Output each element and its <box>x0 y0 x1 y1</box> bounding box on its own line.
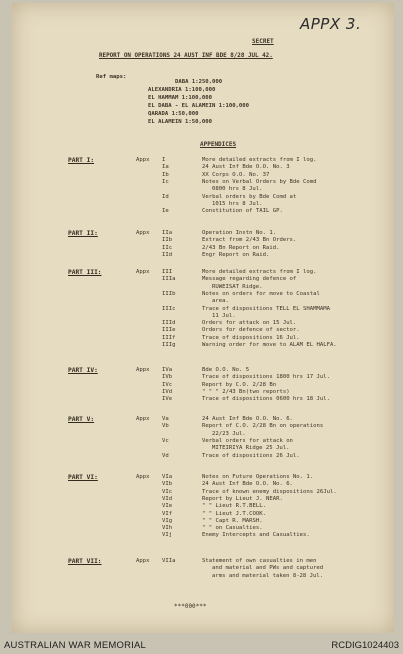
archive-footer <box>0 636 403 654</box>
appendix-description: Verbal orders for attack on <box>202 437 293 444</box>
appx-prefix: Appx <box>136 558 150 564</box>
appendices-heading: APPENDICES <box>200 141 237 148</box>
ref-map-item: QARADA 1:50,000 <box>148 111 199 117</box>
part-label: PART V: <box>68 416 95 423</box>
appendix-number: VIe <box>162 503 173 510</box>
appendix-number: VIg <box>162 517 173 524</box>
appendix-number: Vd <box>162 452 169 459</box>
document-title: REPORT ON OPERATIONS 24 AUST INF BDE 8/28 JUL 42. <box>99 53 273 59</box>
appendix-description: Notes on Future Operations No. 1. <box>202 474 314 480</box>
appendix-description: Report by C.O. 2/28 Bn <box>202 381 277 388</box>
appendix-description: " " Lieut R.T.BELL. <box>202 503 266 510</box>
appendix-description: XX Corps O.O. No. 37 <box>202 171 270 178</box>
appendix-number: Ib <box>162 171 169 178</box>
part-label: PART III: <box>68 269 102 276</box>
part-label: PART IV: <box>68 367 98 374</box>
appx-prefix: Appx <box>136 474 150 480</box>
appendix-description: 24 Aust Inf Bde O.O. No. 6. <box>202 416 293 422</box>
appendix-number: Ia <box>162 164 169 171</box>
appendix-number: III <box>162 269 173 275</box>
appendix-number: VIa <box>162 474 173 480</box>
appendix-description: " " " 2/43 Bn(two reports) <box>202 388 290 395</box>
appendix-number: Ie <box>162 208 169 215</box>
appendix-description: " " on Casualties. <box>202 525 263 532</box>
part-label: PART I: <box>68 157 95 164</box>
appendix-description: " " Lieut J.T.COOK. <box>202 510 266 517</box>
appendix-number: IVc <box>162 381 173 388</box>
appendix-description: Statement of own casualties in men <box>202 558 317 564</box>
appendix-number: I <box>162 157 166 163</box>
appendix-description: Constitution of TAIL GP. <box>202 208 283 215</box>
document-page <box>12 3 394 633</box>
appendix-description: MITEIRIYA Ridge 25 Jul. <box>212 445 290 452</box>
appendix-description: 24 Aust Inf Bde O.O. No. 6. <box>202 481 293 488</box>
appendix-number: IIIg <box>162 342 176 348</box>
appx-prefix: Appx <box>136 230 150 236</box>
appendix-description: More detailed extracts from I log. <box>202 157 317 163</box>
appendix-number: VIb <box>162 481 173 488</box>
appendix-number: IIc <box>162 244 173 251</box>
appendix-description: 1015 hrs 8 Jul. <box>212 200 263 207</box>
appendix-number: Va <box>162 416 169 422</box>
ref-map-item: EL DABA - EL ALAMEIN 1:100,000 <box>148 103 250 109</box>
appendix-number: IIIb <box>162 290 176 297</box>
appendix-description: More detailed extracts from I log. <box>202 269 317 275</box>
appendix-description: Notes on Verbal Orders by Bde Comd <box>202 178 317 185</box>
appendix-number: Vc <box>162 437 169 444</box>
appendix-description: 22/23 Jul. <box>212 430 246 437</box>
appendix-number: Id <box>162 193 169 200</box>
appendix-number: IIIa <box>162 276 176 283</box>
appendix-description: arms and material taken 8-28 Jul. <box>212 572 324 579</box>
part-label: PART VII: <box>68 558 102 565</box>
archive-name: AUSTRALIAN WAR MEMORIAL <box>4 640 147 651</box>
appendix-number: IIIf <box>162 334 176 341</box>
appendix-description: 2/43 Bn Report on Raid. <box>202 244 280 251</box>
appendix-description: Operation Instn No. 1. <box>202 230 277 236</box>
appendix-description: and material and PWs and captured <box>212 565 324 572</box>
classification-label: SECRET <box>252 38 274 45</box>
appendix-number: Ic <box>162 178 169 185</box>
appendix-number: VIc <box>162 488 173 495</box>
appendix-number: VId <box>162 495 173 502</box>
appendix-number: IVd <box>162 388 173 395</box>
appendix-description: 0800 hrs 8 Jul. <box>212 186 263 193</box>
appx-prefix: Appx <box>136 367 150 373</box>
part-label: PART VI: <box>68 474 98 481</box>
appendix-number: IIb <box>162 237 173 244</box>
appendix-number: VIh <box>162 525 173 532</box>
appendix-description: Message regarding defence of <box>202 276 297 283</box>
appendix-description: Notes on orders for move to Coastal <box>202 290 320 297</box>
appendix-number: VIj <box>162 532 173 539</box>
appendix-description: 24 Aust Inf Bde O.O. No. 3 <box>202 164 290 171</box>
appx-prefix: Appx <box>136 416 150 422</box>
appendix-description: Verbal orders by Bde Comd at <box>202 193 297 200</box>
appendix-description: Trace of dispositions 0600 hrs 18 Jul. <box>202 396 330 403</box>
appendix-number: IIIe <box>162 327 176 334</box>
appendix-description: Report of C.O. 2/28 Bn on operations <box>202 423 324 430</box>
appendix-description: Orders for defence of sector. <box>202 327 300 334</box>
appendix-description: Trace of dispositions TELL EL SHAMMAMA <box>202 305 330 312</box>
appendix-description: Warning order for move to ALAM EL HALFA. <box>202 342 337 348</box>
appendix-description: Trace of dispositions 1800 hrs 17 Jul. <box>202 374 330 381</box>
appendix-description: area. <box>212 298 229 305</box>
record-id: RCDIG1024403 <box>331 640 399 651</box>
appendix-number: VIf <box>162 510 173 517</box>
appendix-description: Enemy Intercepts and Casualties. <box>202 532 310 539</box>
appx-prefix: Appx <box>136 269 150 275</box>
appx-prefix: Appx <box>136 157 150 163</box>
appendix-number: IVa <box>162 367 173 373</box>
appendix-description: Engr Report on Raid. <box>202 251 270 258</box>
appendix-description: RUWEISAT Ridge. <box>212 283 263 290</box>
appendix-number: IIa <box>162 230 173 236</box>
ref-maps-label: Ref maps: <box>96 74 127 80</box>
appendix-number: Vb <box>162 423 169 430</box>
part-label: PART II: <box>68 230 98 237</box>
handwritten-appendix-label: APPX 3. <box>300 15 362 33</box>
appendix-description: Bde O.O. No. 5 <box>202 367 250 373</box>
ref-map-item: EL ALAMEIN 1:50,000 <box>148 119 212 125</box>
ref-map-item: DABA 1:250,000 <box>175 79 223 85</box>
appendix-number: IIIc <box>162 305 176 312</box>
appendix-description: " " Capt R. MARSH. <box>202 517 263 524</box>
appendix-number: IVb <box>162 374 173 381</box>
ref-map-item: ALEXANDRIA 1:100,000 <box>148 87 216 93</box>
appendix-description: Trace of known enemy dispositions 26Jul. <box>202 488 337 495</box>
end-mark: ***000*** <box>174 603 207 610</box>
appendix-number: IId <box>162 251 173 258</box>
appendix-number: VIIa <box>162 558 176 564</box>
appendix-description: Trace of dispositions 26 Jul. <box>202 452 300 459</box>
appendix-description: Trace of dispositions 16 Jul. <box>202 334 300 341</box>
appendix-number: IVe <box>162 396 173 403</box>
appendix-description: Extract from 2/43 Bn Orders. <box>202 237 297 244</box>
ref-map-item: EL HAMMAM 1:100,000 <box>148 95 212 101</box>
appendix-description: Report by Lieut J. NEAR. <box>202 495 283 502</box>
appendix-description: Orders for attack on 15 Jul. <box>202 320 297 327</box>
appendix-description: 11 Jul. <box>212 312 236 319</box>
appendix-number: IIId <box>162 320 176 327</box>
